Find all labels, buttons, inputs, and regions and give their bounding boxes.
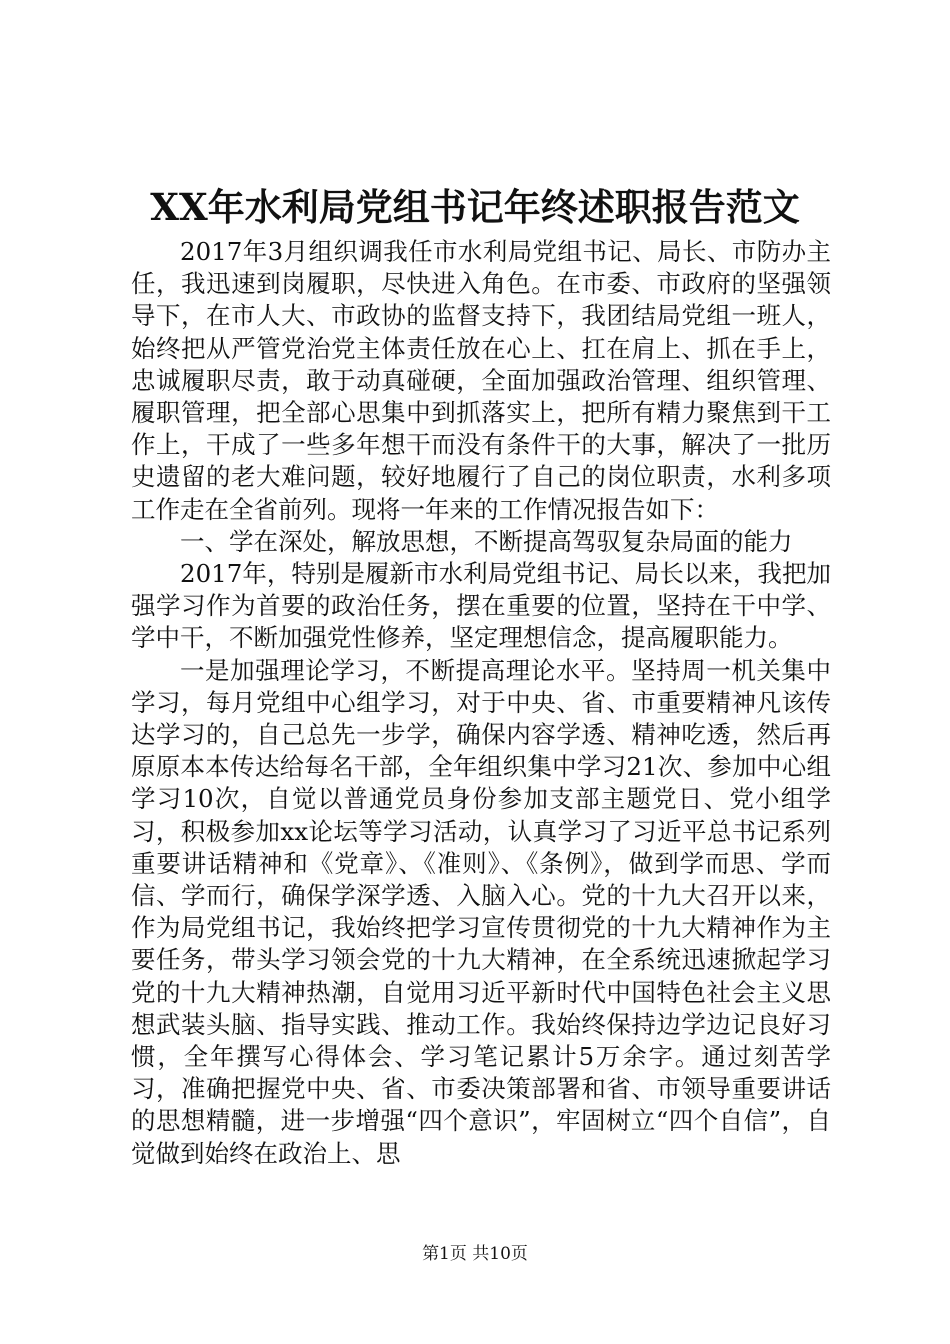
section-heading-1: 一、学在深处，解放思想，不断提高驾驭复杂局面的能力 xyxy=(180,526,793,556)
page-footer: 第1页 共10页 xyxy=(422,1244,528,1264)
paragraph-intro: 2017年3月组织调我任市水利局党组书记、局长、市防办主任，我迅速到岗履职，尽快进入角色。在市委、市政府的坚强领导下，在市人大、市政协的监督支持下，我团结局党组一班人，始终把从严管党治党主体责任放在心上、扛在肩上、抓在手上，忠诚履职尽责，敢于动真碰硬，全面加强政治管理、组织管理、履职管理，把全部心思集中到抓落实上，把所有精力聚焦到干工作上，干成了一些多年想干而没有条件干的大事，解决了一批历史遗留的老大难问题，较好地履行了自己的岗位职责，水利多项工作走在全省前列。现将一年来的工作情况报告如下： xyxy=(131,237,831,524)
paragraph-section-1: 2017年，特别是履新市水利局党组书记、局长以来，我把加强学习作为首要的政治任务，摆在重要的位置，坚持在干中学、学中干，不断加强党性修养，坚定理想信念，提高履职能力。 xyxy=(131,559,831,653)
document-body xyxy=(131,236,831,1170)
paragraph-theory-study: 一是加强理论学习，不断提高理论水平。坚持周一机关集中学习，每月党组中心组学习，对于中央、省、市重要精神凡该传达学习的，自己总先一步学，确保内容学透、精神吃透，然后再原原本本传达给每名干部，全年组织集中学习21次、参加中心组学习10次，自觉以普通党员身份参加支部主题党日、党小组学习，积极参加xx论坛等学习活动，认真学习了习近平总书记系列重要讲话精神和《党章》、《准则》、《条例》，做到学而思、学而信、学而行，确保学深学透、入脑入心。党的十九大召开以来，作为局党组书记，我始终把学习宣传贯彻党的十九大精神作为主要任务，带头学习领会党的十九大精神，在全系统迅速掀起学习党的十九大精神热潮，自觉用习近平新时代中国特色社会主义思想武装头脑、指导实践、推动工作。我始终保持边学边记良好习惯，全年撰写心得体会、学习笔记累计5万余字。通过刻苦学习，准确把握党中央、省、市委决策部署和省、市领导重要讲话的思想精髓，进一步增强“四个意识”，牢固树立“四个自信”，自觉做到始终在政治上、思 xyxy=(131,655,831,1168)
document-title: XX年水利局党组书记年终述职报告范文 xyxy=(150,185,800,229)
